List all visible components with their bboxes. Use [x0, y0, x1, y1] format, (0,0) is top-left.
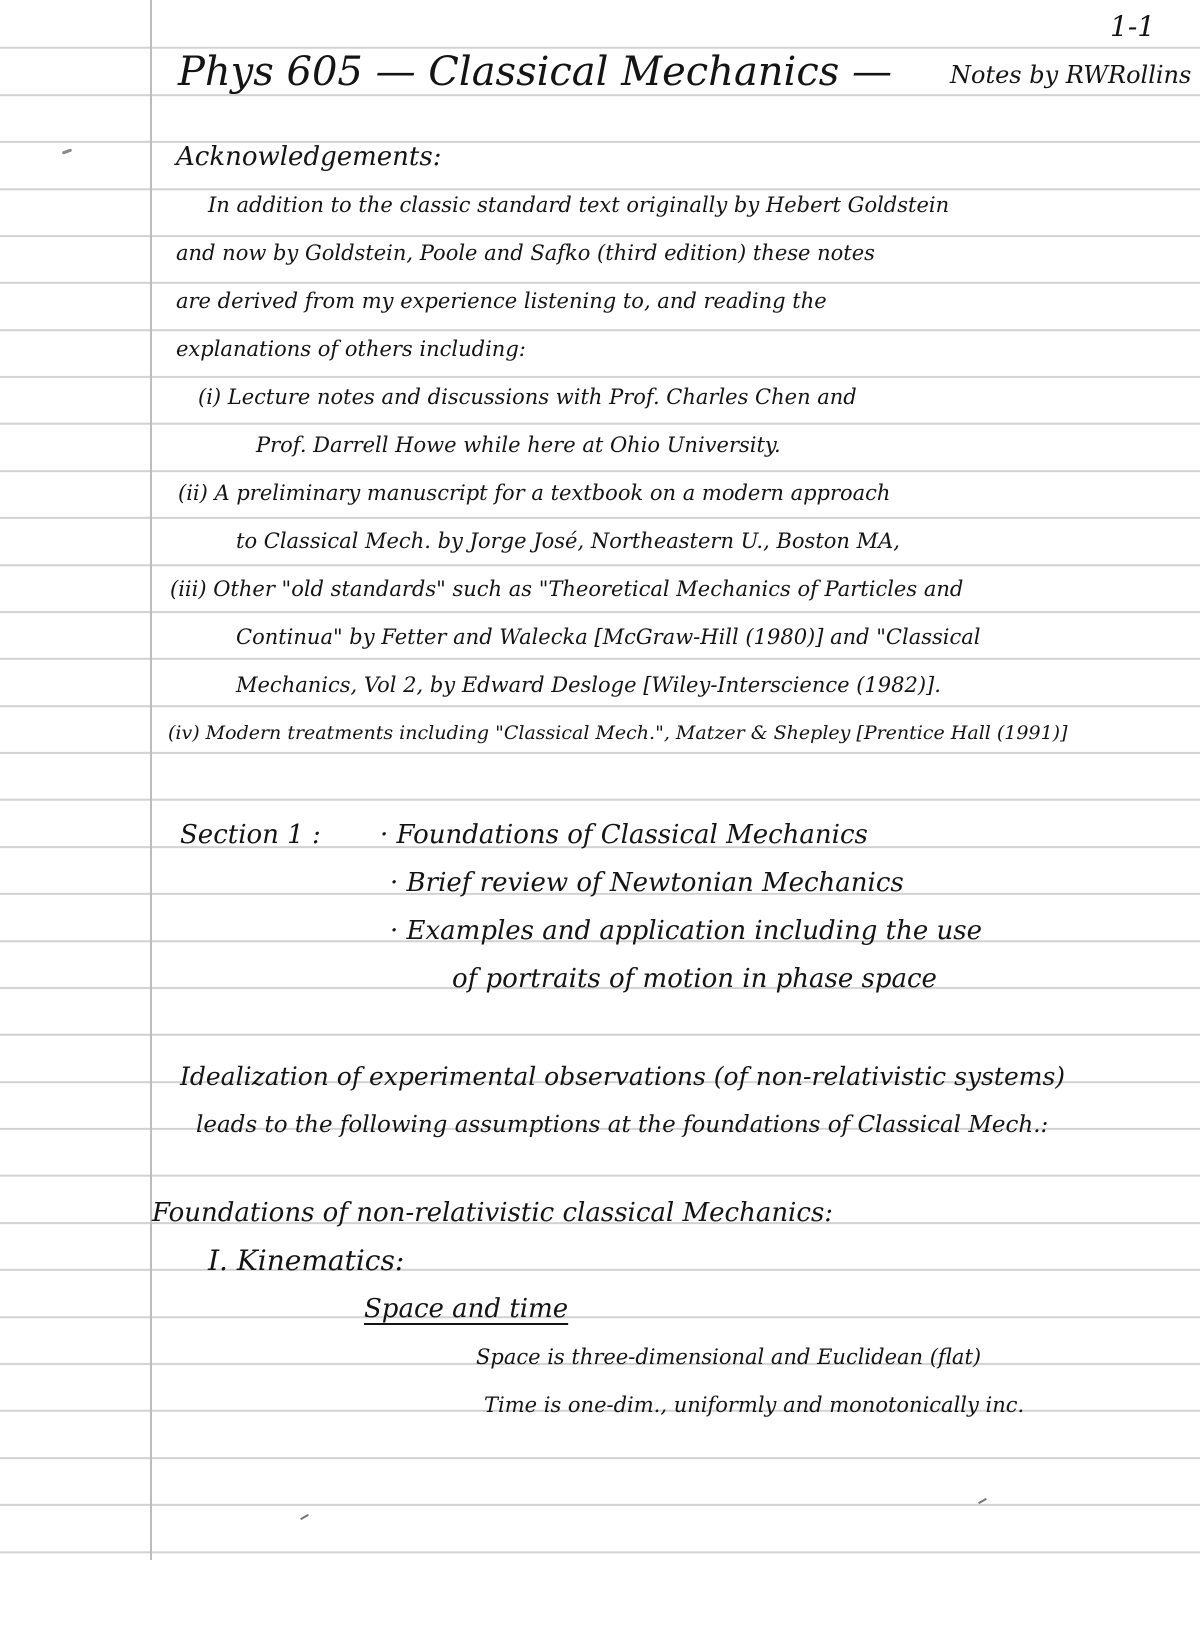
- acknowledgements-heading: Acknowledgements:: [176, 142, 442, 172]
- page-mark: [62, 148, 72, 154]
- acknowledgement-line: Continua" by Fetter and Walecka [McGraw-Hill (1980)] and "Classical: [236, 625, 981, 649]
- space-and-time-subheading: Space and time: [364, 1294, 569, 1324]
- acknowledgement-line: (i) Lecture notes and discussions with Prof. Charles Chen and: [198, 385, 857, 409]
- page-mark: [978, 1498, 987, 1504]
- kinematics-line: Space is three-dimensional and Euclidean (flat): [476, 1345, 982, 1369]
- section-item: · Examples and application including the use: [390, 916, 982, 946]
- foundations-heading: Foundations of non-relativistic classical Mechanics:: [152, 1198, 834, 1228]
- margin-rule: [150, 0, 152, 1560]
- acknowledgement-line: (iii) Other "old standards" such as "Theoretical Mechanics of Particles and: [170, 577, 964, 601]
- section-item: · Brief review of Newtonian Mechanics: [390, 868, 904, 898]
- acknowledgement-line: to Classical Mech. by Jorge José, Northeastern U., Boston MA,: [236, 529, 900, 553]
- acknowledgement-line: explanations of others including:: [176, 337, 526, 361]
- author-note: Notes by RWRollins: [950, 61, 1192, 89]
- kinematics-line: Time is one-dim., uniformly and monotonically inc.: [484, 1393, 1025, 1417]
- page-mark: [300, 1514, 309, 1520]
- acknowledgement-line: Mechanics, Vol 2, by Edward Desloge [Wiley-Interscience (1982)].: [236, 673, 941, 697]
- acknowledgement-line: are derived from my experience listening to, and reading the: [176, 289, 827, 313]
- section-item: · Foundations of Classical Mechanics: [380, 820, 868, 850]
- idealization-line: Idealization of experimental observations (of non-relativistic systems): [180, 1062, 1066, 1091]
- idealization-line: leads to the following assumptions at the foundations of Classical Mech.:: [196, 1112, 1049, 1138]
- section-item: of portraits of motion in phase space: [452, 964, 937, 994]
- page-number: 1-1: [1110, 10, 1156, 43]
- acknowledgement-line: (ii) A preliminary manuscript for a textbook on a modern approach: [178, 481, 891, 505]
- acknowledgement-line: Prof. Darrell Howe while here at Ohio University.: [256, 433, 781, 457]
- page-title: Phys 605 — Classical Mechanics —: [178, 49, 892, 95]
- acknowledgement-line: and now by Goldstein, Poole and Safko (third edition) these notes: [176, 241, 875, 265]
- kinematics-heading: I. Kinematics:: [208, 1244, 405, 1277]
- section-label: Section 1 :: [180, 820, 321, 850]
- acknowledgement-line: In addition to the classic standard text originally by Hebert Goldstein: [208, 193, 950, 217]
- acknowledgement-line: (iv) Modern treatments including "Classical Mech.", Matzer & Shepley [Prentice Hall (1991)]: [168, 722, 1068, 744]
